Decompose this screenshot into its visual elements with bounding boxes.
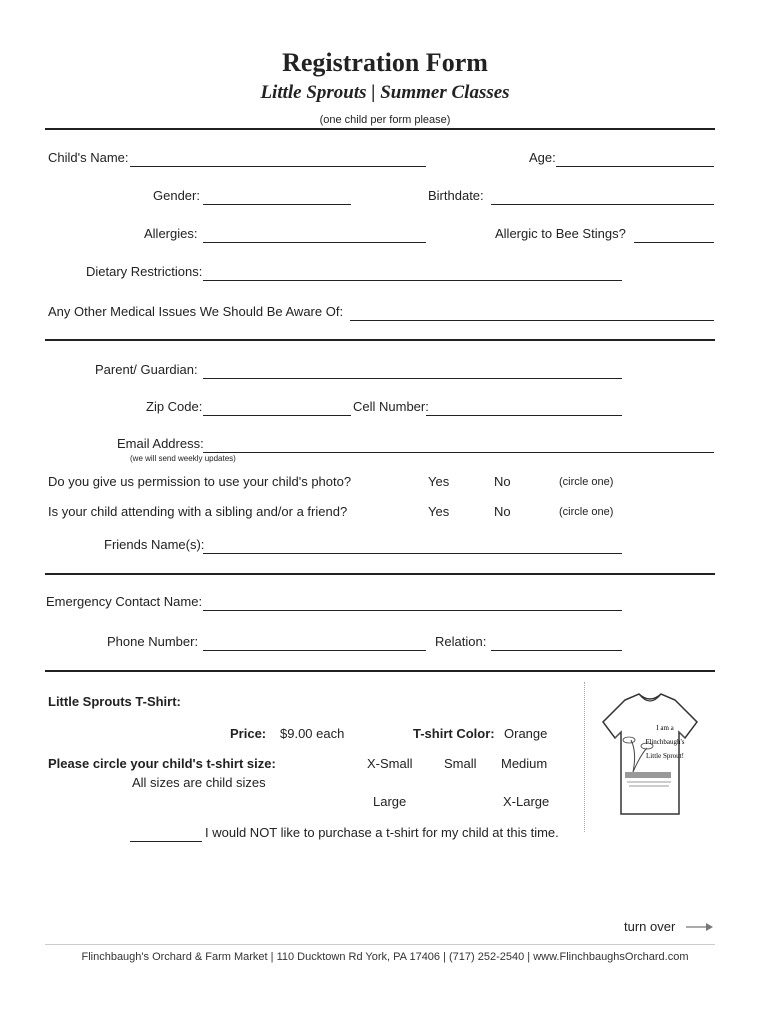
dietary-label: Dietary Restrictions: [86, 264, 203, 279]
guardian-label: Parent/ Guardian: [95, 362, 198, 377]
sibling-yes[interactable]: Yes [428, 504, 450, 519]
medical-field[interactable] [350, 320, 714, 321]
email-note: (we will send weekly updates) [130, 454, 236, 463]
arrow-right-icon [686, 922, 714, 932]
form-note: (one child per form please) [319, 114, 451, 126]
sibling-question: Is your child attending with a sibling and/or a friend? [48, 504, 348, 519]
size-small[interactable]: Small [444, 756, 477, 771]
gender-field[interactable] [203, 204, 351, 205]
bee-sting-field[interactable] [634, 242, 714, 243]
friends-field[interactable] [203, 553, 622, 554]
turn-over-label: turn over [624, 919, 676, 934]
size-medium[interactable]: Medium [501, 756, 548, 771]
zip-label: Zip Code: [146, 399, 203, 414]
photo-yes[interactable]: Yes [428, 474, 450, 489]
photo-no[interactable]: No [494, 474, 511, 489]
dietary-field[interactable] [203, 280, 622, 281]
size-prompt: Please circle your child's t-shirt size: [48, 756, 276, 771]
allergies-label: Allergies: [144, 226, 198, 241]
childs-name-field[interactable] [130, 166, 426, 167]
circle-one-note: (circle one) [559, 506, 614, 518]
emergency-field[interactable] [203, 610, 622, 611]
price-label: Price: [230, 726, 267, 741]
footer-address: Flinchbaugh's Orchard & Farm Market | 110 Ducktown Rd York, PA 17406 | (717) 252-2540 | www.FlinchbaughsOrchard.com [81, 951, 689, 963]
optout-label: I would NOT like to purchase a t-shirt for my child at this time. [205, 825, 559, 840]
section-divider [45, 128, 715, 130]
cell-field[interactable] [426, 415, 622, 416]
section-divider [45, 573, 715, 575]
page-title: Registration Form [282, 48, 488, 77]
relation-field[interactable] [491, 650, 622, 651]
phone-label: Phone Number: [107, 634, 199, 649]
gender-label: Gender: [153, 188, 200, 203]
zip-field[interactable] [203, 415, 351, 416]
childs-name-label: Child's Name: [48, 150, 129, 165]
footer-divider [45, 944, 715, 945]
medical-label: Any Other Medical Issues We Should Be Aware Of: [48, 304, 344, 319]
tshirt-image [584, 682, 715, 832]
tshirt-icon [585, 682, 715, 832]
tshirt-heading: Little Sprouts T-Shirt: [48, 694, 181, 709]
price-value: $9.00 each [280, 726, 345, 741]
relation-label: Relation: [435, 634, 487, 649]
birthdate-label: Birthdate: [428, 188, 484, 203]
bee-sting-label: Allergic to Bee Stings? [495, 226, 626, 241]
allergies-field[interactable] [203, 242, 426, 243]
photo-question: Do you give us permission to use your child's photo? [48, 474, 352, 489]
size-large[interactable]: Large [373, 794, 407, 809]
email-label: Email Address: [117, 436, 204, 451]
size-note: All sizes are child sizes [132, 775, 266, 790]
circle-one-note: (circle one) [559, 476, 614, 488]
size-xlarge[interactable]: X-Large [503, 794, 550, 809]
cell-label: Cell Number: [353, 399, 429, 414]
optout-field[interactable] [130, 841, 202, 842]
page-subtitle: Little Sprouts | Summer Classes [260, 82, 510, 103]
sibling-no[interactable]: No [494, 504, 511, 519]
friends-label: Friends Name(s): [104, 537, 205, 552]
section-divider [45, 670, 715, 672]
email-field[interactable] [203, 452, 714, 453]
color-label: T-shirt Color: [413, 726, 495, 741]
birthdate-field[interactable] [491, 204, 714, 205]
emergency-label: Emergency Contact Name: [46, 594, 203, 609]
guardian-field[interactable] [203, 378, 622, 379]
phone-field[interactable] [203, 650, 426, 651]
shirt-text-line: Flinchbaugh's [645, 738, 685, 746]
section-divider [45, 339, 715, 341]
shirt-text-line: I am a [656, 724, 674, 732]
shirt-text-line: Little Sprout! [646, 752, 684, 760]
size-xsmall[interactable]: X-Small [367, 756, 413, 771]
age-field[interactable] [556, 166, 714, 167]
color-value: Orange [504, 726, 548, 741]
age-label: Age: [529, 150, 556, 165]
